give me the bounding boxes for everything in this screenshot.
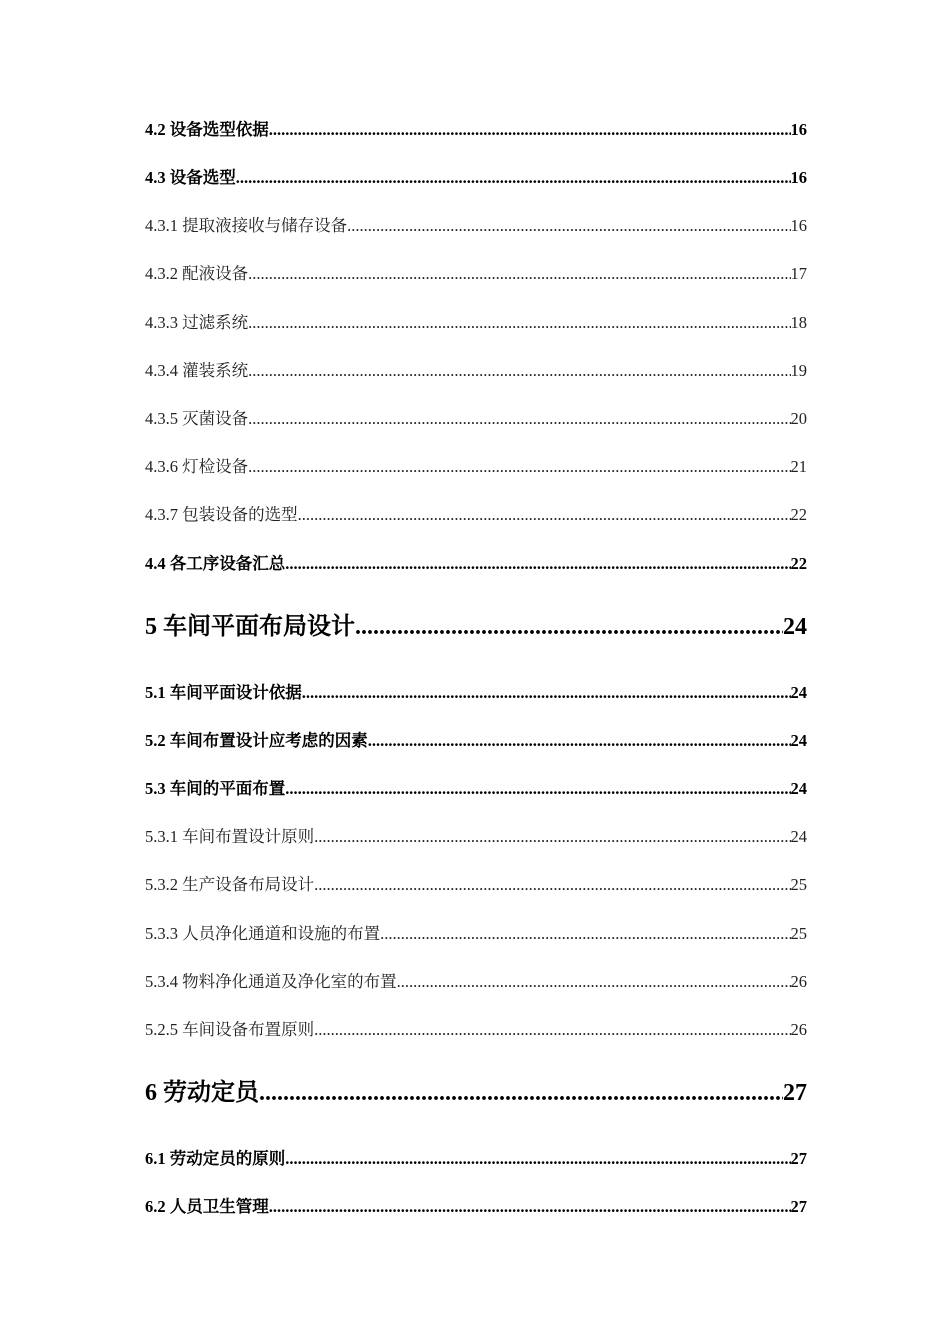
- toc-chapter-6[interactable]: [145, 1072, 807, 1107]
- toc-entry-4-3-5[interactable]: [145, 405, 807, 429]
- toc-entry-page: 16: [790, 168, 807, 187]
- toc-entry-4-3-4[interactable]: [145, 357, 807, 381]
- toc-entry-4-3-6[interactable]: [145, 453, 807, 477]
- dot-leader: [314, 1020, 790, 1040]
- toc-entry-label: 5.3 车间的平面布置: [145, 779, 286, 798]
- toc-entry-label: 6.1 劳动定员的原则: [145, 1149, 286, 1168]
- dot-leader: [285, 779, 790, 799]
- toc-entry-label: 4.3.5 灭菌设备: [145, 409, 249, 428]
- toc-entry-page: 27: [783, 1080, 807, 1106]
- toc-entry-4-3-3[interactable]: [145, 309, 807, 333]
- toc-entry-page: 24: [783, 614, 807, 640]
- dot-leader: [355, 614, 783, 641]
- toc-entry-4-3[interactable]: [145, 164, 807, 188]
- toc-entry-5-2-5[interactable]: [145, 1016, 807, 1040]
- toc-entry-label: 5.1 车间平面设计依据: [145, 683, 302, 702]
- toc-entry-label: 4.3.7 包装设备的选型: [145, 505, 298, 524]
- toc-entry-page: 26: [790, 1020, 807, 1039]
- toc-entry-label: 5.3.4 物料净化通道及净化室的布置: [145, 972, 397, 991]
- toc-chapter-5[interactable]: [145, 606, 807, 641]
- toc-entry-page: 18: [790, 313, 807, 332]
- dot-leader: [248, 409, 790, 429]
- toc-entry-label: 5.3.1 车间布置设计原则: [145, 827, 315, 846]
- toc-entry-label: 5.3.2 生产设备布局设计: [145, 875, 315, 894]
- toc-entry-4-2[interactable]: [145, 116, 807, 140]
- toc-entry-5-2[interactable]: [145, 727, 807, 751]
- toc-entry-5-3-1[interactable]: [145, 823, 807, 847]
- toc-entry-label: 6 劳动定员: [145, 1080, 259, 1106]
- dot-leader: [314, 875, 790, 895]
- dot-leader: [380, 924, 790, 944]
- toc-entry-page: 27: [790, 1149, 807, 1168]
- toc-entry-page: 16: [790, 216, 807, 235]
- toc-entry-label: 6.2 人员卫生管理: [145, 1197, 269, 1216]
- toc-entry-page: 16: [790, 120, 807, 139]
- dot-leader: [248, 313, 790, 333]
- dot-leader: [298, 505, 791, 525]
- toc-entry-4-4[interactable]: [145, 550, 807, 574]
- toc-entry-label: 4.3.1 提取液接收与储存设备: [145, 216, 348, 235]
- toc-entry-label: 5.2.5 车间设备布置原则: [145, 1020, 315, 1039]
- toc-entry-page: 24: [790, 827, 807, 846]
- toc-entry-page: 27: [790, 1197, 807, 1216]
- toc-entry-page: 25: [790, 875, 807, 894]
- dot-leader: [259, 1080, 783, 1107]
- toc-entry-5-1[interactable]: [145, 679, 807, 703]
- toc-entry-5-3-4[interactable]: [145, 968, 807, 992]
- dot-leader: [269, 120, 791, 140]
- toc-entry-5-3[interactable]: [145, 775, 807, 799]
- dot-leader: [314, 827, 790, 847]
- toc-entry-page: 17: [790, 264, 807, 283]
- toc-entry-label: 4.3 设备选型: [145, 168, 236, 187]
- toc-entry-page: 19: [790, 361, 807, 380]
- dot-leader: [285, 554, 790, 574]
- dot-leader: [269, 1197, 791, 1217]
- toc-entry-label: 4.3.6 灯检设备: [145, 457, 249, 476]
- toc-entry-4-3-2[interactable]: [145, 260, 807, 284]
- toc-entry-page: 26: [790, 972, 807, 991]
- dot-leader: [236, 168, 791, 188]
- toc-entry-4-3-7[interactable]: [145, 501, 807, 525]
- dot-leader: [302, 683, 791, 703]
- toc-entry-label: 4.2 设备选型依据: [145, 120, 269, 139]
- dot-leader: [368, 731, 791, 751]
- toc-entry-page: 24: [790, 731, 807, 750]
- dot-leader: [397, 972, 791, 992]
- toc-entry-label: 4.3.2 配液设备: [145, 264, 249, 283]
- toc-entry-page: 22: [790, 554, 807, 573]
- toc-entry-page: 20: [790, 409, 807, 428]
- dot-leader: [248, 457, 790, 477]
- toc-entry-label: 4.3.4 灌装系统: [145, 361, 249, 380]
- toc-entry-5-3-2[interactable]: [145, 871, 807, 895]
- dot-leader: [248, 264, 790, 284]
- toc-entry-page: 22: [790, 505, 807, 524]
- toc-entry-label: 4.3.3 过滤系统: [145, 313, 249, 332]
- dot-leader: [347, 216, 790, 236]
- toc-entry-5-3-3[interactable]: [145, 920, 807, 944]
- toc-entry-label: 4.4 各工序设备汇总: [145, 554, 286, 573]
- dot-leader: [285, 1149, 790, 1169]
- toc-entry-page: 25: [790, 924, 807, 943]
- dot-leader: [248, 361, 790, 381]
- toc-entry-6-2[interactable]: [145, 1193, 807, 1217]
- toc-entry-label: 5.2 车间布置设计应考虑的因素: [145, 731, 368, 750]
- toc-entry-label: 5.3.3 人员净化通道和设施的布置: [145, 924, 381, 943]
- toc-entry-6-1[interactable]: [145, 1145, 807, 1169]
- toc-entry-page: 24: [790, 683, 807, 702]
- toc-entry-label: 5 车间平面布局设计: [145, 614, 355, 640]
- toc-entry-4-3-1[interactable]: [145, 212, 807, 236]
- toc-entry-page: 24: [790, 779, 807, 798]
- toc-entry-page: 21: [790, 457, 807, 476]
